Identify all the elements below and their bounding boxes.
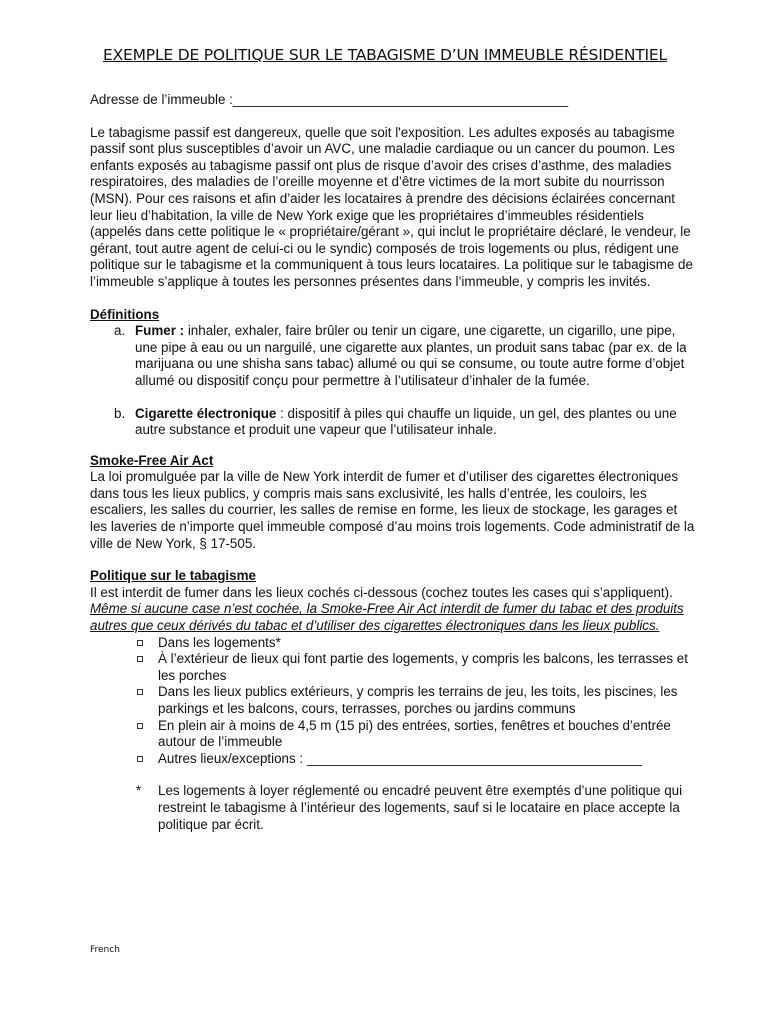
definitions-heading: Définitions <box>90 306 160 322</box>
policy-option-autres <box>90 751 695 768</box>
policy-option-logements <box>90 635 695 652</box>
policy-option-lieux-publics-exterieurs <box>90 684 695 717</box>
checkbox[interactable] <box>137 640 143 646</box>
checkbox[interactable] <box>137 689 143 695</box>
document-title: EXEMPLE DE POLITIQUE SUR LE TABAGISME D’UN IMMEUBLE RÉSIDENTIEL <box>103 46 667 64</box>
option-label: Dans les lieux publics extérieurs, y compris les terrains de jeu, les toits, les piscines, les parkings et les balcons, cours, terrasses, porches ou jardins communs <box>158 684 678 716</box>
checkbox[interactable] <box>137 723 143 729</box>
definitions-section <box>90 307 695 439</box>
option-label: En plein air à moins de 4,5 m (15 pi) des entrées, sorties, fenêtres et bouches d’entrée autour de l’immeuble <box>158 717 671 750</box>
definitions-list <box>90 323 695 439</box>
checkbox[interactable] <box>137 656 143 662</box>
note-text: Les logements à loyer réglementé ou encadré peuvent être exemptés d’une politique qui restreint le tabagisme à l’intérieur des logements, sauf si le locataire en place accepte la politique par écrit. <box>158 783 683 832</box>
definition-term: Fumer : <box>135 323 185 339</box>
policy-option-exterieur-logements <box>90 651 695 684</box>
policy-option-plein-air <box>90 718 695 751</box>
smoking-policy-section <box>90 568 695 833</box>
language-footer: French <box>90 945 120 955</box>
option-label[interactable]: Autres lieux/exceptions : _____________________________________________ <box>158 750 642 766</box>
list-marker: a. <box>114 323 126 339</box>
option-label: À l’extérieur de lieux qui font partie des logements, y compris les balcons, les terrasses et les porches <box>158 651 688 683</box>
policy-options-list <box>90 635 695 768</box>
smoke-free-air-act-section <box>90 453 695 553</box>
intro-paragraph: Le tabagisme passif est dangereux, quelle que soit l'exposition. Les adultes exposés au tabagisme passif sont plus susceptibles d’avoir un AVC, une maladie cardiaque ou un cancer du poumon. Les enfants exposés au tabagisme passif ont plus de risque d’avoir des crises d’asthme, des maladies respiratoires, des maladies de l’oreille moyenne et d’être victimes de la mort subite du nourrisson (MSN). Pour ces raisons et afin d’aider les locataires à prendre des décisions éclairées concernant leur lieu d’habitation, la ville de New York exige que les propriétaires d’immeubles résidentiels (appelés dans cette politique le « propriétaire/gérant », qui inclut le propriétaire déclaré, le vendeur, le gérant, tout autre agent de celui-ci ou le syndic) composés de trois logements ou plus, rédigent une politique sur le tabagisme et la communiquent à tous leurs locataires. La politique sur le tabagisme de l’immeuble s’applique à toutes les personnes présentes dans l’immeuble, y compris les invités. <box>90 124 693 289</box>
building-address-field[interactable]: Adresse de l’immeuble :_____________________________________________ <box>90 92 569 107</box>
option-label: Dans les logements* <box>158 634 281 650</box>
note-marker: * <box>136 783 142 799</box>
definition-term: Cigarette électronique <box>135 405 277 421</box>
rent-regulated-note <box>90 783 695 833</box>
policy-emphasis: Même si aucune case n’est cochée, la Smoke-Free Air Act interdit de fumer du tabac et des produits autres que ceux dérivés du tabac et d’utiliser des cigarettes électroniques dans les lieux publics. <box>90 601 684 634</box>
smoke-free-heading: Smoke-Free Air Act <box>90 452 214 468</box>
checkbox[interactable] <box>137 756 143 762</box>
definition-text: inhaler, exhaler, faire brûler ou tenir un cigare, une cigarette, un cigarillo, une pipe, une pipe à eau ou un narguilé, une cigarette aux plantes, un produit sans tabac (par ex. de la marijuana ou une shisha sans tabac) allumé ou qui se consume, ou toute autre forme d’objet allumé ou dispositif conçu pour permettre à l’utilisateur d’inhaler de la fumée. <box>135 323 687 388</box>
definition-text: : dispositif à piles qui chauffe un liquide, un gel, des plantes ou une autre substance et produit une vapeur que l’utilisateur inhale. <box>135 405 677 438</box>
smoke-free-text: La loi promulguée par la ville de New York interdit de fumer et d’utiliser des cigarettes électroniques dans tous les lieux publics, y compris mais sans exclusivité, les halls d’entrée, les couloirs, les escaliers, les salles du courrier, les salles de remise en forme, les lieux de stockage, les garages et les laveries de n’importe quel immeuble composé d’au moins trois logements. Code administratif de la ville de New York, § 17-505. <box>90 469 695 551</box>
policy-heading: Politique sur le tabagisme <box>90 568 256 584</box>
policy-instruction: Il est interdit de fumer dans les lieux cochés ci-dessous (cochez toutes les cases qui s’appliquent). <box>90 584 673 600</box>
definition-item-cigarette-electronique <box>90 406 695 439</box>
definition-item-fumer <box>90 323 695 389</box>
document-body <box>90 92 695 833</box>
list-marker: b. <box>114 405 126 421</box>
policy-text <box>90 585 695 635</box>
